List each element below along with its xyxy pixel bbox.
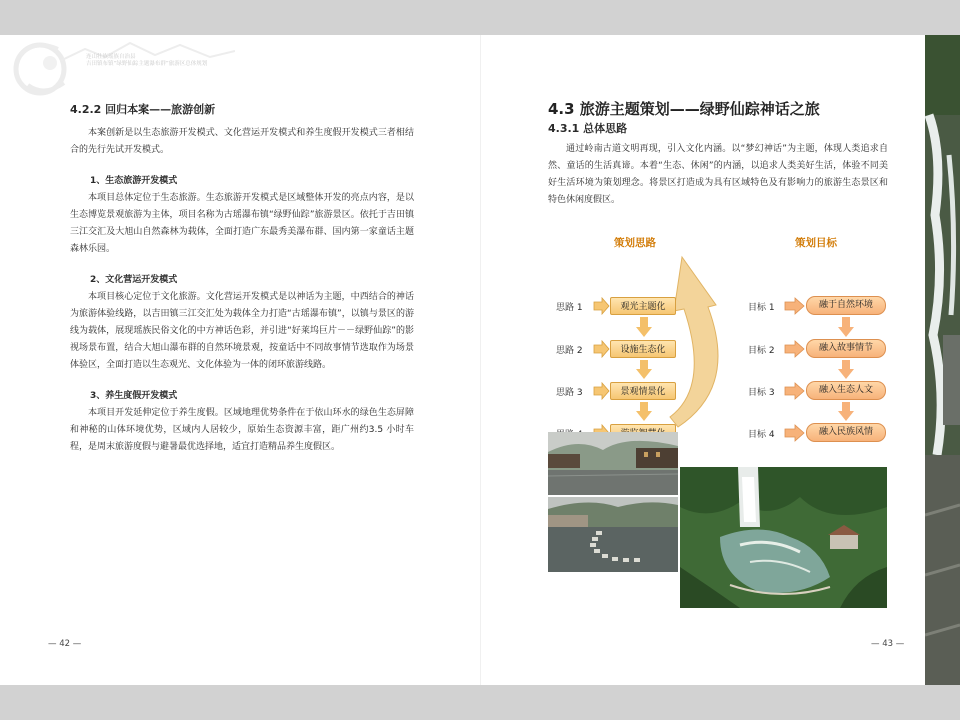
down-arrow-icons	[636, 317, 652, 427]
diagram-title-goals: 策划目标	[795, 237, 837, 249]
section-title-2: 2、文化营运开发模式	[90, 275, 178, 285]
section-title-1: 1、生态旅游开发模式	[90, 176, 178, 186]
header-line-2: 吉田镇布镇“绿野仙踪主题瀑布群”旅游区总体规划	[86, 61, 208, 67]
small-arrow-icons	[592, 295, 612, 445]
diagram-title-ideas: 策划思路	[614, 237, 656, 249]
section-text-2: 本项目核心定位于文化旅游。文化营运开发模式是以神话为主题，中西结合的神话为旅游体验线路，以吉田镇三江交汇处为载体全力打造“古瑶瀑布镇”，以镇与景区的游线为载体，展现瑶族民俗文化的中方神话色彩，并引进“好莱坞巨片－－绿野仙踪”的影视场景布置，结合大旭山瀑布群的自然环境景观，按童话中不同故事情节选取作为场景体验区，全面打造以生态观光、文化体验为一体的闭环旅游线路。	[70, 292, 414, 370]
section-text-3: 本项目开发延伸定位于养生度假。区域地理优势条件在于依山环水的绿色生态屏障和神秘的山体环境优势，区域内人居较少，原始生态资源丰富，距广州约3.5 小时车程，是周末旅游度假与避暑最优选择地，适宜打造精品养生度假区。	[70, 408, 414, 452]
idea-label: 思路 1	[556, 303, 583, 313]
right-page-text	[548, 101, 888, 209]
goal-label: 目标 2	[748, 346, 775, 356]
goal-box: 融入民族风情	[806, 423, 886, 442]
chapter-heading: 4.3 旅游主题策划——绿野仙踪神话之旅	[548, 100, 820, 118]
goal-box: 融入故事情节	[806, 339, 886, 358]
header-text	[86, 54, 207, 68]
small-arrow-icons	[783, 295, 807, 445]
subsection-heading: 4.3.1 总体思路	[548, 122, 628, 135]
goal-box: 融入生态人文	[806, 381, 886, 400]
right-intro-paragraph: 通过岭南古道文明再现，引入文化内涵。以“梦幻神话”为主题，体现人类追求自然、童话的生活真谛。本着“生态、休闲”的内涵，以追求人类美好生活，体验不同美好生活环境为策划理念。将景区打造成为具有区域特色及有影响力的旅游生态景区和特色休闲度假区。	[548, 144, 888, 205]
header-line-1: 连山壮族瑶族自治县	[86, 54, 136, 60]
page-number-left: — 42 —	[48, 639, 82, 649]
section-heading: 4.2.2 回归本案——旅游创新	[70, 103, 216, 116]
section-text-1: 本项目总体定位于生态旅游。生态旅游开发模式是区域整体开发的亮点内容，是以生态博览景观旅游为主体，项目名称为古瑶瀑布镇“绿野仙踪”旅游景区。依托于吉田镇三江交汇及大旭山自然森林为载体，全面打造广东最秀美瀑布群、国内第一家童话主题森林乐园。	[70, 193, 414, 254]
section-title-3: 3、养生度假开发模式	[90, 391, 178, 401]
down-arrow-icons	[838, 317, 854, 427]
left-page	[70, 101, 414, 456]
intro-paragraph: 本案创新是以生态旅游开发模式、文化营运开发模式和养生度假开发模式三者相结合的先行先试开发模式。	[70, 128, 414, 155]
idea-label: 思路 2	[556, 346, 583, 356]
idea-box: 景观情景化	[610, 382, 676, 400]
page-fold	[480, 35, 481, 685]
goal-label: 目标 3	[748, 388, 775, 398]
goal-label: 目标 4	[748, 430, 775, 440]
town-river-photo	[548, 432, 678, 495]
goal-label: 目标 1	[748, 303, 775, 313]
stepping-stones-photo	[548, 497, 678, 572]
goal-box: 融于自然环境	[806, 296, 886, 315]
idea-box: 观光主题化	[610, 297, 676, 315]
page-number-right: — 43 —	[871, 639, 905, 649]
waterfall-edge-photo	[925, 35, 960, 685]
idea-label: 思路 3	[556, 388, 583, 398]
idea-box: 设施生态化	[610, 340, 676, 358]
waterfall-park-photo	[680, 467, 887, 608]
book-spread	[0, 35, 960, 685]
